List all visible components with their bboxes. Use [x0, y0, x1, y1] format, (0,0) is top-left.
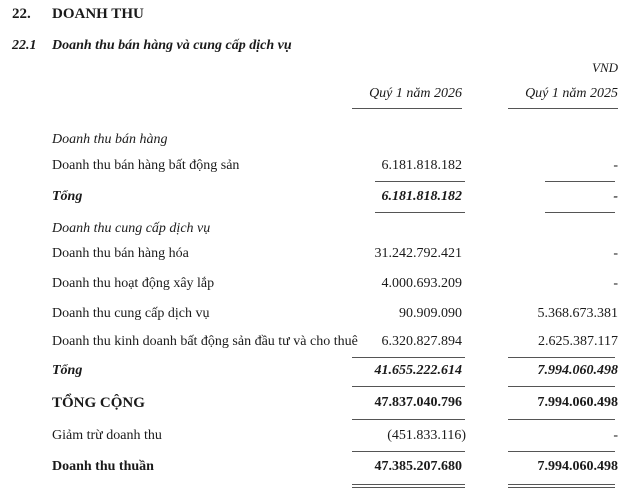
table-row-grand-total: [0, 395, 640, 415]
row-label: Doanh thu bán hàng bất động sản: [52, 158, 240, 173]
column-header-prior: Quý 1 năm 2025: [525, 86, 618, 101]
subtotal-rule-prior: [508, 357, 615, 358]
value-current: 6.181.818.182: [381, 189, 462, 204]
value-prior: 7.994.060.498: [537, 363, 618, 378]
table-row: [0, 334, 640, 354]
table-row-group-sales: [0, 132, 640, 152]
row-label: Tổng: [52, 189, 83, 204]
value-prior: -: [613, 189, 618, 204]
net-rule-prior: [508, 451, 615, 452]
value-prior: -: [613, 246, 618, 261]
row-label: TỔNG CỘNG: [52, 395, 145, 411]
value-current: 4.000.693.209: [381, 276, 462, 291]
value-prior: 7.994.060.498: [537, 395, 618, 410]
row-label: Doanh thu bán hàng: [52, 132, 168, 147]
double-rule-prior-1: [508, 484, 615, 485]
table-row-net-revenue: [0, 459, 640, 479]
value-current: 90.909.090: [399, 306, 462, 321]
value-current: 47.385.207.680: [374, 459, 462, 474]
table-row-group-services: [0, 221, 640, 241]
subtotal-rule-current: [352, 357, 465, 358]
header-rule-prior: [508, 108, 618, 109]
value-current: (451.833.116): [387, 428, 466, 443]
value-prior: 2.625.387.117: [538, 334, 618, 349]
row-label: Doanh thu bán hàng hóa: [52, 246, 189, 261]
subtotal-rule-prior: [545, 181, 615, 182]
table-row: [0, 428, 640, 448]
subsection-title: Doanh thu bán hàng và cung cấp dịch vụ: [52, 38, 292, 53]
row-label: Doanh thu kinh doanh bất động sản đầu tư và cho thuê: [52, 334, 358, 349]
section-number: 22.: [12, 6, 31, 22]
value-current: 6.320.827.894: [381, 334, 462, 349]
row-label: Doanh thu thuần: [52, 459, 154, 474]
subsection-number: 22.1: [12, 38, 37, 53]
value-current: 41.655.222.614: [374, 363, 462, 378]
table-row: [0, 158, 640, 178]
currency-label: VND: [592, 60, 618, 75]
value-current: 6.181.818.182: [381, 158, 462, 173]
row-label: Doanh thu cung cấp dịch vụ: [52, 221, 211, 236]
section-title: DOANH THU: [52, 6, 144, 22]
table-row-subtotal: [0, 363, 640, 383]
header-rule-current: [352, 108, 462, 109]
table-row: [0, 246, 640, 266]
subtotal-bottom-rule-prior: [545, 212, 615, 213]
total-rule-current: [352, 419, 465, 420]
value-prior: -: [613, 158, 618, 173]
total-rule-prior: [508, 419, 615, 420]
value-prior: -: [613, 276, 618, 291]
row-label: Giảm trừ doanh thu: [52, 428, 162, 443]
subtotal-bottom-rule-prior: [508, 386, 615, 387]
value-current: 47.837.040.796: [374, 395, 462, 410]
double-rule-prior-2: [508, 487, 615, 488]
row-label: Tổng: [52, 363, 83, 378]
value-prior: -: [613, 428, 618, 443]
value-prior: 5.368.673.381: [537, 306, 618, 321]
double-rule-current-2: [352, 487, 465, 488]
table-row: [0, 306, 640, 326]
row-label: Doanh thu hoạt động xây lắp: [52, 276, 215, 291]
net-rule-current: [352, 451, 465, 452]
table-row-subtotal: [0, 189, 640, 209]
subtotal-bottom-rule-current: [352, 386, 465, 387]
value-current: 31.242.792.421: [374, 246, 462, 261]
table-row: [0, 276, 640, 296]
subtotal-bottom-rule-current: [375, 212, 465, 213]
value-prior: 7.994.060.498: [537, 459, 618, 474]
double-rule-current-1: [352, 484, 465, 485]
column-header-current: Quý 1 năm 2026: [369, 86, 462, 101]
row-label: Doanh thu cung cấp dịch vụ: [52, 306, 210, 321]
subtotal-rule-current: [375, 181, 465, 182]
